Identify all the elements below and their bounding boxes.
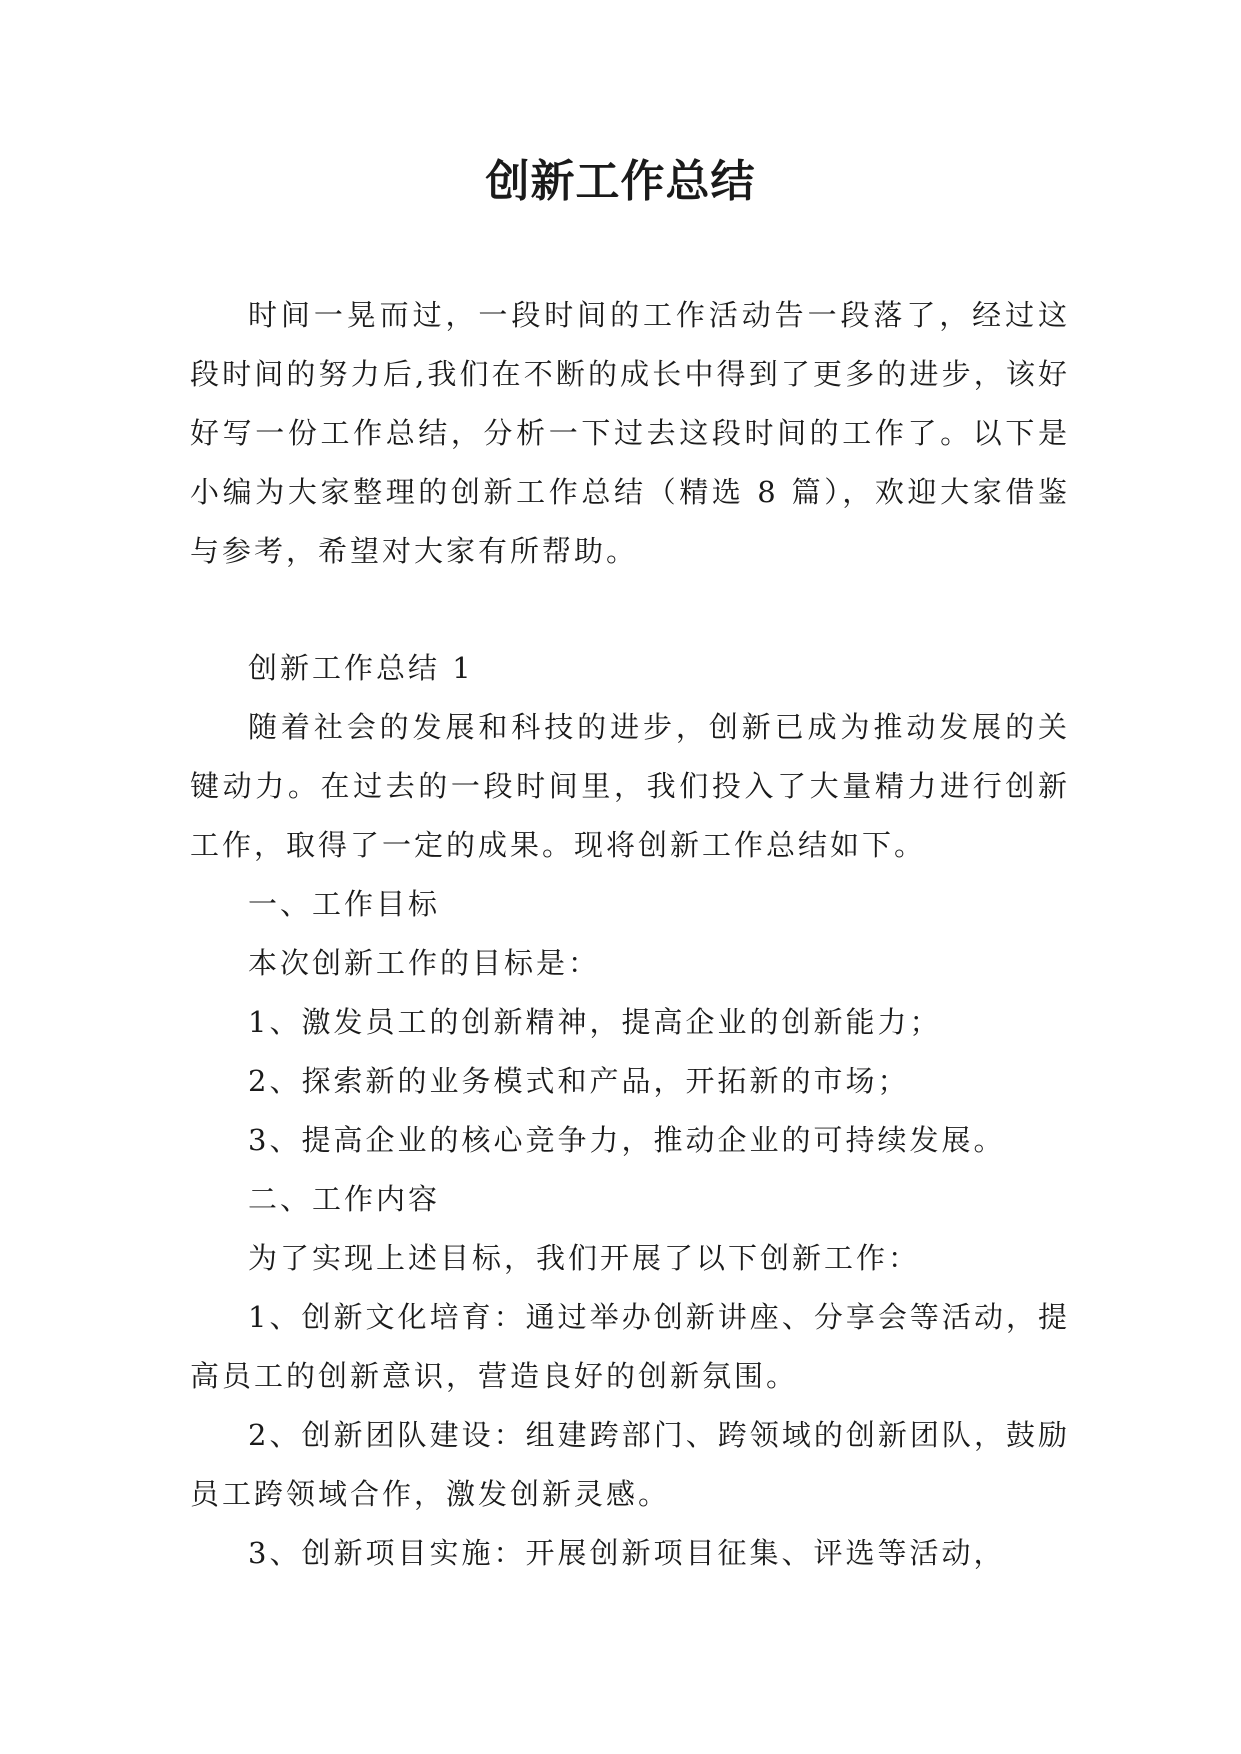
section-heading: 创新工作总结 1 (248, 651, 474, 685)
body-paragraph: 随着社会的发展和科技的进步，创新已成为推动发展的关键动力。在过去的一段时间里，我们投入了大量精力进行创新工作，取得了一定的成果。现将创新工作总结如下。 (190, 710, 1070, 862)
body-paragraph: 本次创新工作的目标是： (248, 946, 601, 980)
list-item: 3、提高企业的核心竞争力，推动企业的可持续发展。 (248, 1123, 1006, 1157)
subsection-heading: 二、工作内容 (248, 1182, 441, 1216)
list-item: 1、创新文化培育：通过举办创新讲座、分享会等活动，提高员工的创新意识，营造良好的创新氛围。 (190, 1300, 1070, 1393)
subsection-heading: 一、工作目标 (248, 887, 441, 921)
document-body (190, 286, 1070, 1583)
document-title: 创新工作总结 (485, 156, 756, 207)
list-item: 3、创新项目实施：开展创新项目征集、评选等活动， (248, 1536, 1006, 1570)
paragraph-gap (190, 581, 1070, 639)
list-item: 2、创新团队建设：组建跨部门、跨领域的创新团队，鼓励员工跨领域合作，激发创新灵感。 (190, 1418, 1070, 1511)
body-paragraph: 为了实现上述目标，我们开展了以下创新工作： (248, 1241, 921, 1275)
list-item: 2、探索新的业务模式和产品，开拓新的市场； (248, 1064, 910, 1098)
intro-paragraph: 时间一晃而过，一段时间的工作活动告一段落了，经过这段时间的努力后,我们在不断的成长中得到了更多的进步，该好好写一份工作总结，分析一下过去这段时间的工作了。以下是小编为大家整理的创新工作总结（精选 8 篇），欢迎大家借鉴与参考，希望对大家有所帮助。 (190, 298, 1070, 568)
list-item: 1、激发员工的创新精神，提高企业的创新能力； (248, 1005, 942, 1039)
